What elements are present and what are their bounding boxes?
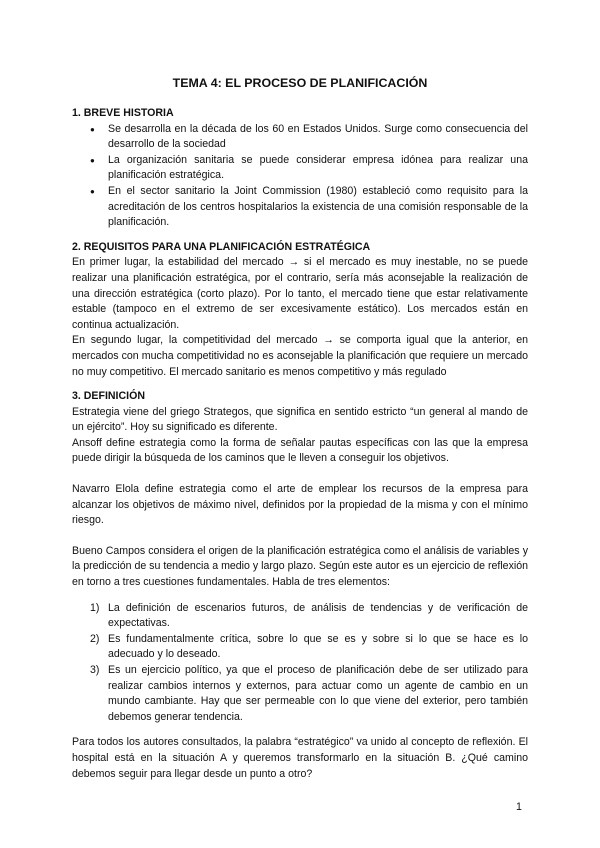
page-number: 1 (516, 801, 522, 813)
list-item (72, 632, 528, 663)
paragraph: Bueno Campos considera el origen de la planificación estratégica como el análisis de variables y la predicción de su tendencia a medio y largo plazo. Según este autor es un ejercicio de reflexión en torno a tres cuestiones fundamentales. Habla de tres elementos: (72, 544, 528, 589)
historia-bullet-list (72, 122, 528, 231)
section-heading-definicion: 3. DEFINICIÓN (72, 390, 145, 403)
numbered-list (72, 601, 528, 726)
section-heading-historia: 1. BREVE HISTORIA (72, 107, 174, 119)
list-item: ● En el sector sanitario la Joint Commission (1980) estableció como requisito para la acreditación de los centros hospitalarios la existencia de una comisión responsable de la planificación. (72, 184, 528, 231)
paragraph: Estrategia viene del griego Strategos, que significa en sentido estricto “un general al mando de un ejército”. Hoy su significado es diferente. (72, 405, 528, 434)
paragraph: En primer lugar, la estabilidad del mercado → si el mercado es muy inestable, no se puede realizar una planificación estratégica, por el contrario, sería más aconsejable la realización de una dirección estratégica (corto plazo). Por lo tanto, el mercado tiene que estar relativamente estable (tampoco en el extremo de ser excesivamente estático). Los mercados están en continua actualización. (72, 256, 528, 331)
list-text: La definición de escenarios futuros, de análisis de tendencias y de verificación de expectativas. (108, 601, 528, 630)
document-page (72, 74, 528, 782)
list-text: Es un ejercicio político, ya que el proceso de planificación debe de ser utilizado para realizar cambios internos y externos, para actuar como un agente de cambio en un mundo cambiante. Hay que ser permeable con lo que viene del exterior, pero también debemos generar tendencia. (108, 664, 528, 723)
list-item: ● La organización sanitaria se puede considerar empresa idónea para realizar una planificación estratégica. (72, 153, 528, 184)
list-number: 1) (90, 601, 100, 614)
list-number: 2) (90, 632, 100, 645)
spacer (72, 529, 528, 544)
list-item (72, 663, 528, 725)
paragraph: Navarro Elola define estrategia como el arte de emplear los recursos de la empresa para alcanzar los objetivos de máximo nivel, definidos por la propiedad de la misma y con el mínimo riesgo. (72, 483, 528, 527)
list-text: Es fundamentalmente crítica, sobre lo que se es y sobre si lo que se hace es lo adecuado y lo deseado. (108, 632, 528, 661)
paragraph: Para todos los autores consultados, la palabra “estratégico” va unido al concepto de reflexión. El hospital está en la situación A y queremos transformarlo en la situación B. ¿Qué camino debemos seguir para llegar desde un punto a otro? (72, 736, 528, 780)
section-heading-requisitos: 2. REQUISITOS PARA UNA PLANIFICACIÓN ESTRATÉGICA (72, 240, 371, 253)
paragraph: Ansoff define estrategia como la forma de señalar pautas específicas con las que la empresa puede dirigir la búsqueda de los caminos que le lleven a conseguir los objetivos. (72, 436, 528, 465)
list-item: ● Se desarrolla en la década de los 60 en Estados Unidos. Surge como consecuencia del desarrollo de la sociedad (72, 122, 528, 153)
list-item (72, 601, 528, 632)
page-title: TEMA 4: EL PROCESO DE PLANIFICACIÓN (172, 76, 428, 90)
paragraph: En segundo lugar, la competitividad del mercado → se comporta igual que la anterior, en mercados con mucha competitividad no es aconsejable la planificación que requiere un mercado no muy competitivo. El mercado sanitario es menos competitivo y más regulado (72, 334, 528, 378)
spacer (72, 467, 528, 482)
list-number: 3) (90, 664, 100, 676)
